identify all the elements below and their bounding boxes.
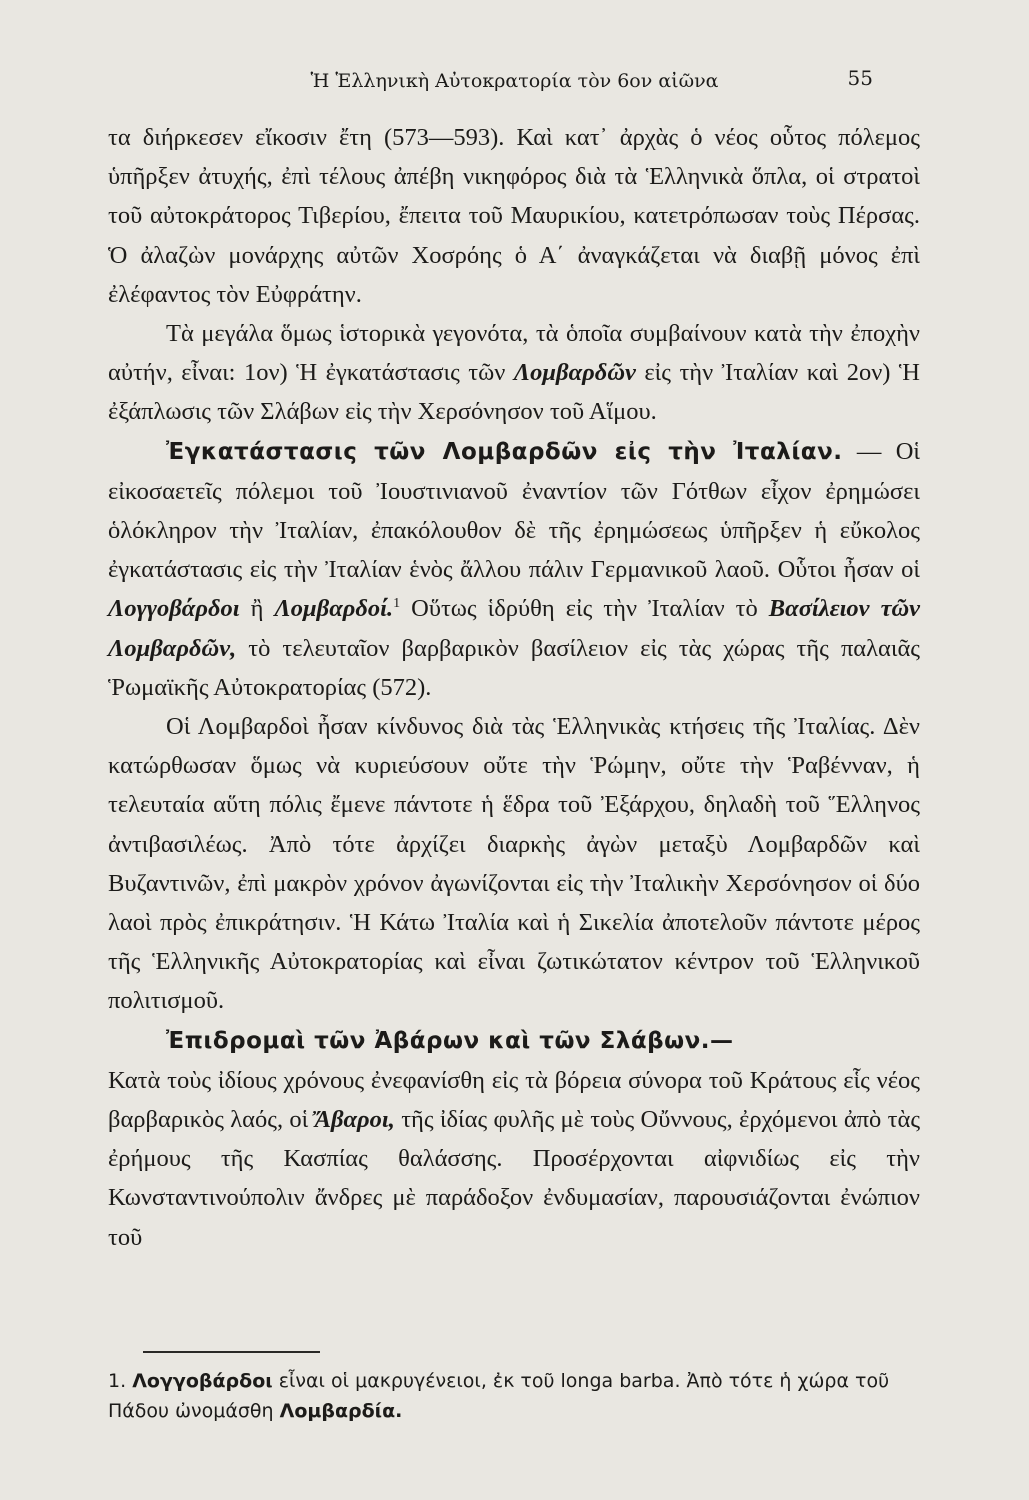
paragraph	[108, 707, 920, 1021]
paragraph-text: τῆς ἰδίας φυλῆς μὲ τοὺς Οὔννους, ἐρχόμενοι ἀπὸ τὰς ἐρήμους τῆς Κασπίας θαλάσσης. Προσέρχονται αἰφνιδίως εἰς τὴν Κωνσταντινούπολιν ἄνδρες μὲ παράδοξον ἐνδυμασίαν, παρουσιάζονται ἐνώπιον τοῦ	[108, 1106, 921, 1251]
footnote-term: Λομβαρδία.	[279, 1400, 403, 1422]
footnote	[108, 1366, 920, 1426]
section-title: Ἐπιδρομαὶ τῶν Ἀβάρων καὶ τῶν Σλάβων.—	[166, 1027, 734, 1054]
footnote-term: Λογγοβάρδοι	[132, 1370, 273, 1392]
running-head: Ἡ Ἑλληνικὴ Αὐτοκρατορία τὸν 6ον αἰῶνα	[310, 70, 719, 92]
footnote-text: εἶναι οἱ μακρυγένειοι, ἐκ τοῦ longa barba. Ἀπὸ τότε ἡ χώρα τοῦ Πάδου ὠνομάσθη	[108, 1370, 890, 1422]
emphasis-term: Λογγοβάρδοι	[108, 595, 240, 623]
emphasis-term: Λομβαρδῶν	[513, 359, 636, 387]
emphasis-term: Λομβαρδοί.	[274, 595, 394, 623]
paragraph-text: ἢ	[250, 595, 264, 623]
paragraph	[108, 314, 920, 432]
paragraph-text: τὸ τελευταῖον βαρβαρικὸν βασίλειον εἰς τὰς χώρας τῆς παλαιᾶς Ῥωμαϊκῆς Αὐτοκρατορίας (572).	[108, 634, 920, 701]
paragraph	[108, 118, 920, 314]
main-text	[108, 118, 920, 1257]
section-title: Ἐγκατάστασις τῶν Λομβαρδῶν εἰς τὴν Ἰταλίαν.	[166, 438, 843, 465]
page-number: 55	[847, 66, 873, 90]
emphasis-term: Βασίλειον τῶν Λομβαρδῶν,	[108, 595, 921, 662]
paragraph-text: — Οἱ εἰκοσαετεῖς πόλεμοι τοῦ Ἰουστινιανοῦ ἐναντίον τῶν Γότθων εἶχον ἐρημώσει ὁλόκληρον τὴν Ἰταλίαν, ἐπακόλουθον δὲ τῆς ἐρημώσεως ὑπῆρξεν ἡ εὔκολος ἐγκατάστασις εἰς τὴν Ἰταλίαν ἑνὸς ἄλλου πάλιν Γερμανικοῦ λαοῦ. Οὗτοι ἦσαν οἱ	[108, 437, 920, 584]
paragraph	[108, 1061, 920, 1257]
footnote-ref: 1	[393, 596, 401, 612]
paragraph-text: τα διήρκεσεν εἴκοσιν ἔτη (573—593). Καὶ κατ᾽ ἀρχὰς ὁ νέος οὗτος πόλεμος ὑπῆρξεν ἀτυχής, ἐπὶ τέλους ἀπέβη νικηφόρος διὰ τὰ Ἑλληνικὰ ὅπλα, οἱ στρατοὶ τοῦ αὐτοκράτορος Τιβερίου, ἔπειτα τοῦ Μαυρικίου, κατετρόπωσαν τοὺς Πέρσας. Ὁ ἀλαζὼν μονάρχης αὐτῶν Χοσρόης ὁ Α΄ ἀναγκάζεται νὰ διαβῇ μόνος ἐπὶ ἐλέφαντος τὸν Εὐφράτην.	[108, 124, 920, 308]
paragraph-text: Κατὰ τοὺς ἰδίους χρόνους ἐνεφανίσθη εἰς τὰ βόρεια σύνορα τοῦ Κράτους εἷς νέος βαρβαρικὸς λαός, οἱ	[108, 1066, 920, 1134]
paragraph	[108, 1021, 920, 1061]
paragraph	[108, 432, 920, 707]
page-header	[0, 66, 1029, 96]
footnote-number: 1.	[108, 1370, 127, 1392]
emphasis-term: Ἄβαροι,	[314, 1106, 395, 1134]
paragraph-text: Οἱ Λομβαρδοὶ ἦσαν κίνδυνος διὰ τὰς Ἑλληνικὰς κτήσεις τῆς Ἰταλίας. Δὲν κατώρθωσαν ὅμως νὰ κυριεύσουν οὔτε τὴν Ῥώμην, οὔτε τὴν Ῥαβένναν, ἡ τελευταία αὕτη πόλις ἔμενε πάντοτε ἡ ἕδρα τοῦ Ἐξάρχου, δηλαδὴ τοῦ Ἕλληνος ἀντιβασιλέως. Ἀπὸ τότε ἀρχίζει διαρκὴς ἀγὼν μεταξὺ Λομβαρδῶν καὶ Βυζαντινῶν, ἐπὶ μακρὸν χρόνον ἀγωνίζονται εἰς τὴν Ἰταλικὴν Χερσόνησον οἱ δύο λαοὶ πρὸς ἐπικράτησιν. Ἡ Κάτω Ἰταλία καὶ ἡ Σικελία ἀποτελοῦν πάντοτε μέρος τῆς Ἑλληνικῆς Αὐτοκρατορίας καὶ εἶναι ζωτικώτατον κέντρον τοῦ Ἑλληνικοῦ πολιτισμοῦ.	[108, 713, 920, 1015]
paragraph-text: εἰς τὴν Ἰταλίαν καὶ 2ον) Ἡ ἐξάπλωσις τῶν Σλάβων εἰς τὴν Χερσόνησον τοῦ Αἵμου.	[108, 359, 920, 426]
paragraph-text: Τὰ μεγάλα ὅμως ἱστορικὰ γεγονότα, τὰ ὁποῖα συμβαίνουν κατὰ τὴν ἐποχὴν αὐτήν, εἶναι: 1ον) Ἡ ἐγκατάστασις τῶν	[108, 320, 920, 387]
paragraph-text: Οὕτως ἱδρύθη εἰς τὴν Ἰταλίαν τὸ	[411, 595, 758, 623]
footnote-divider	[143, 1351, 320, 1353]
